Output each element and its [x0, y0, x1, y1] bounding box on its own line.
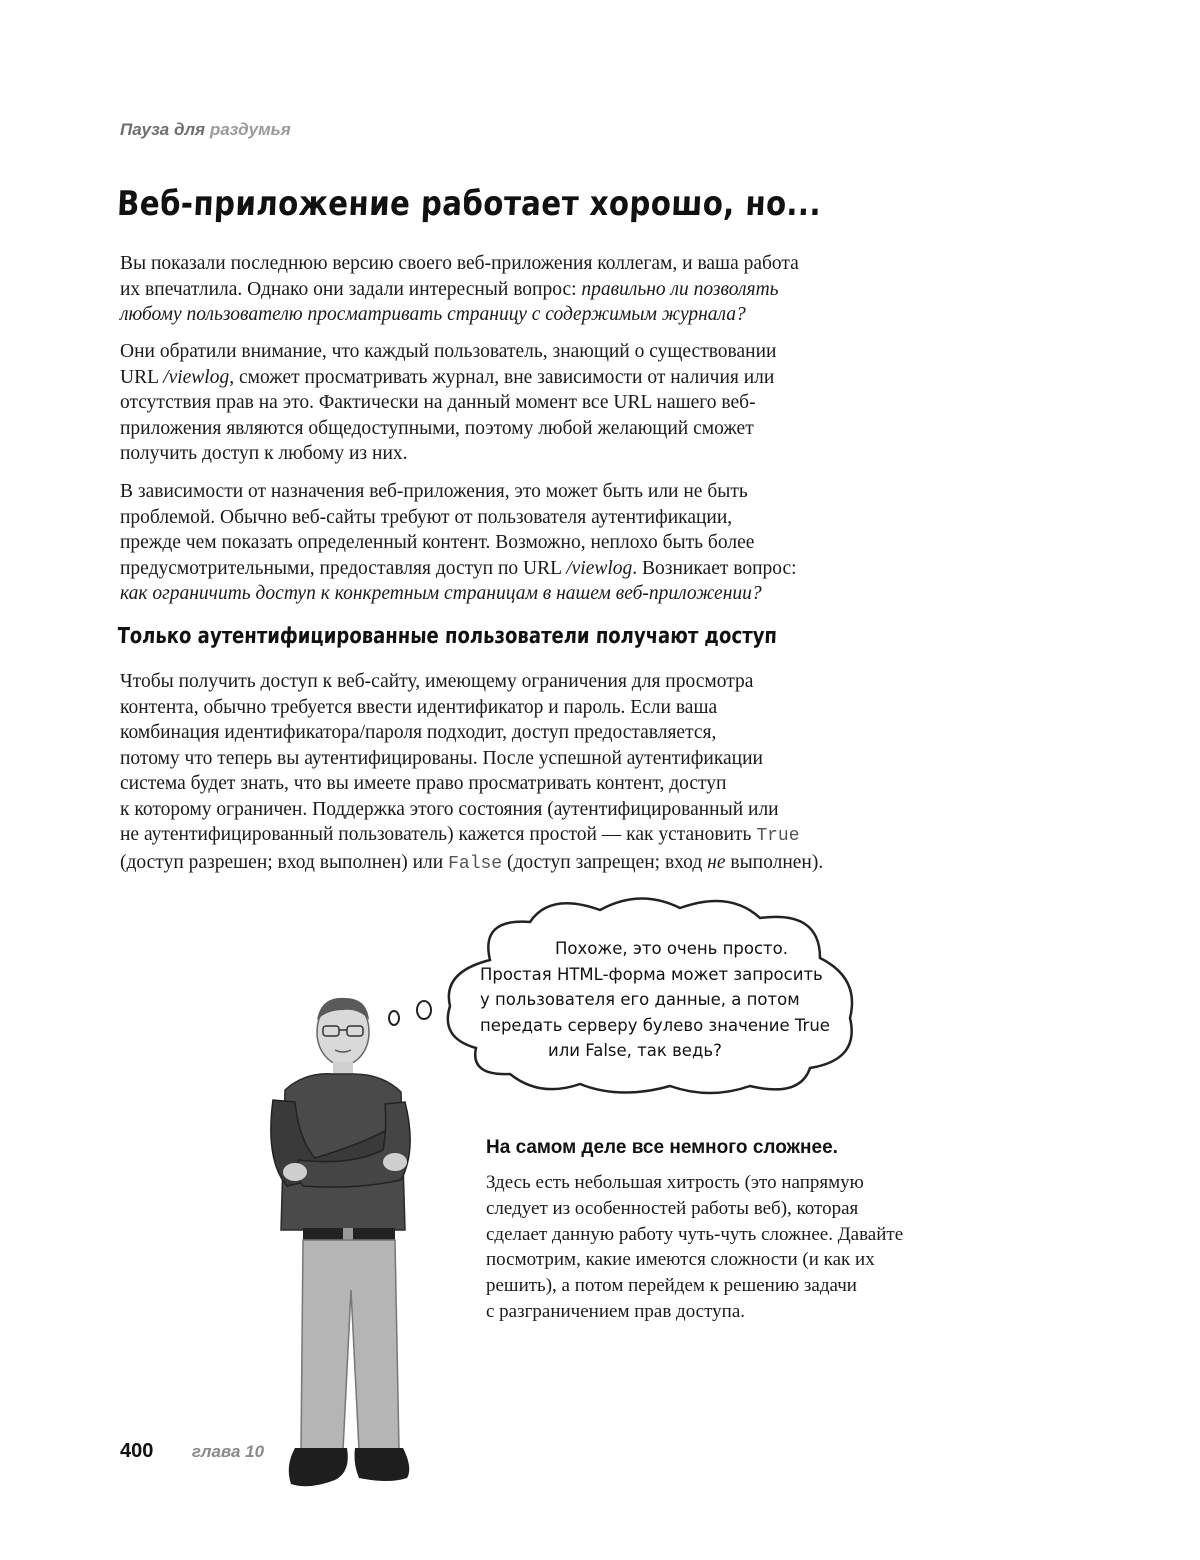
aside-line: посмотрим, какие имеются сложности (и как их: [486, 1249, 875, 1271]
paragraph-1: [120, 251, 940, 328]
text-span: не аутентифицированный пользователь) кажется простой — как установить: [120, 824, 757, 845]
aside-line: решить), а потом перейдем к решению задачи: [486, 1275, 857, 1297]
paragraph-3: [120, 479, 940, 607]
running-head-part1: Пауза для: [120, 120, 206, 139]
text-line: система будет знать, что вы имеете право просматривать контент, доступ: [120, 773, 727, 794]
italic-line: любому пользователю просматривать страницу с содержимым журнала?: [120, 304, 746, 325]
paragraph-2: [120, 339, 940, 467]
aside-heading: На самом деле все немного сложнее.: [486, 1137, 838, 1158]
thought-line: у пользователя его данные, а потом: [480, 990, 800, 1009]
text-line: потому что теперь вы аутентифицированы. После успешной аутентификации: [120, 747, 763, 769]
aside-line: Здесь есть небольшая хитрость (это напрямую: [486, 1172, 864, 1193]
italic-span: не: [707, 851, 726, 873]
text-line: прежде чем показать определенный контент. Возможно, неплохо быть более: [120, 532, 755, 553]
page-number: 400: [120, 1440, 154, 1462]
text-line: Чтобы получить доступ к веб-сайту, имеющему ограничения для просмотра: [120, 671, 754, 692]
text-line: приложения являются общедоступными, поэтому любой желающий сможет: [120, 417, 754, 439]
aside-line: следует из особенностей работы веб), которая: [486, 1197, 859, 1219]
text-span: предусмотрительными, предоставляя доступ по URL: [120, 557, 567, 579]
code-true: True: [756, 826, 800, 846]
thought-bubble: [380, 888, 900, 1098]
thought-line: Похоже, это очень просто.: [555, 939, 789, 958]
chapter-label: глава 10: [191, 1442, 265, 1461]
paragraph-4: [120, 669, 960, 877]
text-line: [120, 822, 960, 850]
running-head-part2: раздумья: [209, 120, 291, 139]
text-span: (доступ запрещен; вход: [502, 851, 708, 873]
text-line: В зависимости от назначения веб-приложения, это может быть или не быть: [120, 481, 748, 502]
text-line: [120, 365, 940, 391]
text-line: отсутствия прав на это. Фактически на данный момент все URL нашего веб-: [120, 392, 756, 413]
text-line: [120, 277, 940, 303]
code-false: False: [448, 853, 503, 874]
text-line: Они обратили внимание, что каждый пользователь, знающий о существовании: [120, 341, 777, 362]
aside-line: сделает данную работу чуть-чуть сложнее. Давайте: [486, 1223, 904, 1245]
aside-line: с разграничением прав доступа.: [486, 1300, 746, 1322]
text-span: URL: [120, 366, 164, 388]
thought-line: Простая HTML-форма может запросить: [480, 964, 823, 984]
text-line: проблемой. Обычно веб-сайты требуют от пользователя аутентификации,: [120, 506, 733, 528]
text-span: их впечатлила. Однако они задали интересный вопрос:: [120, 278, 582, 300]
text-line: контента, обычно требуется ввести идентификатор и пароль. Если ваша: [120, 696, 718, 718]
text-line: Вы показали последнюю версию своего веб-приложения коллегам, и ваша работа: [120, 253, 799, 274]
text-span: , сможет просматривать журнал, вне зависимости от наличия или: [229, 366, 775, 388]
thought-text: [480, 936, 860, 1064]
italic-line: как ограничить доступ к конкретным страницам в нашем веб-приложении?: [120, 583, 762, 604]
thought-line: передать серверу булево значение True: [480, 1015, 830, 1035]
text-span: (доступ разрешен; вход выполнен) или: [120, 851, 449, 873]
text-line: получить доступ к любому из них.: [120, 443, 408, 464]
section-heading: Только аутентифицированные пользователи получают доступ: [116, 624, 778, 649]
text-line: [120, 850, 960, 878]
running-head: [120, 120, 291, 140]
text-span: . Возникает вопрос:: [632, 557, 797, 579]
url-path: /viewlog: [163, 366, 230, 388]
url-path: /viewlog: [566, 557, 633, 579]
text-line: к которому ограничен. Поддержка этого состояния (аутентифицированный или: [120, 798, 779, 820]
text-line: комбинация идентификатора/пароля подходит, доступ предоставляется,: [120, 722, 717, 743]
text-line: [120, 556, 940, 582]
text-span: выполнен).: [725, 851, 824, 873]
thought-line: или False, так ведь?: [548, 1041, 722, 1060]
page-footer: [120, 1440, 264, 1463]
italic-span: правильно ли позволять: [581, 278, 779, 300]
page-title: Веб-приложение работает хорошо, но...: [116, 184, 823, 224]
aside-text: [486, 1170, 986, 1325]
